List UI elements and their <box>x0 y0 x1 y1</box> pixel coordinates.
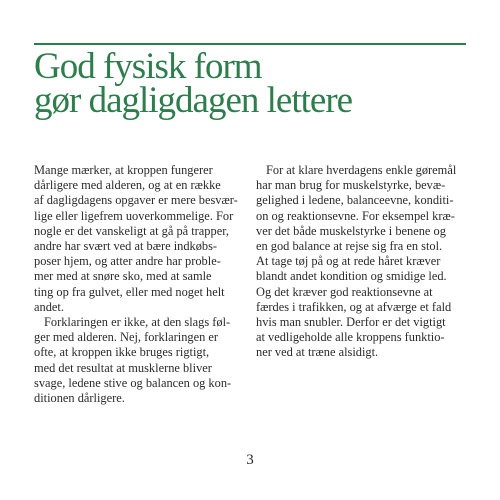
text-line: en god balance at rejse sig fra en stol. <box>256 239 443 254</box>
text-line: Mange mærker, at kroppen fungerer <box>34 163 213 177</box>
text-line: ofte, at kroppen ikke bruges rigtigt, <box>34 345 210 360</box>
text-line: færdes i trafikken, og at afværge et fald <box>256 299 452 314</box>
text-line: ner ved at træne alsidigt. <box>256 345 379 360</box>
text-line: Og det kræver god reaktionsevne at <box>256 284 433 299</box>
text-line: lige eller ligefrem uoverkommelige. For <box>34 208 234 223</box>
text-line: blandt andet kondition og smidige led. <box>256 269 447 284</box>
text-line: ting op fra gulvet, eller med noget helt <box>34 284 225 299</box>
text-line: andre har svært ved at bære indkøbs- <box>34 239 218 254</box>
top-rule <box>34 43 466 45</box>
text-line: af dagligdagens opgaver er mere besvær- <box>34 193 238 208</box>
title-line-1: God fysisk form <box>34 46 262 87</box>
right-column <box>256 163 471 361</box>
page-title <box>34 46 353 121</box>
text-line: nogle er det vanskeligt at gå på trapper, <box>34 223 229 238</box>
text-line: ger med alderen. Nej, forklaringen er <box>34 330 219 345</box>
text-line: svage, ledene stive og balancen og kon- <box>34 375 232 390</box>
text-line: mer med at snøre sko, med at samle <box>34 269 212 284</box>
left-column <box>34 163 244 406</box>
text-line: dårligere med alderen, og at en række <box>34 178 221 193</box>
text-line: Forklaringen er ikke, at den slags føl- <box>44 315 231 330</box>
text-line: ditionen dårligere. <box>34 391 125 406</box>
text-line: poser hjem, og atter andre har proble- <box>34 254 221 269</box>
text-line: gelighed i ledene, balanceevne, konditi- <box>256 193 454 208</box>
text-line: har man brug for muskelstyrke, bevæ- <box>256 178 446 193</box>
page-number: 3 <box>246 452 254 468</box>
text-line: hvis man snubler. Derfor er det vigtigt <box>256 315 446 330</box>
text-line: at vedligeholde alle kroppens funktio- <box>256 330 445 345</box>
text-line: med det resultat at musklerne bliver <box>34 360 212 375</box>
text-line: ver det både muskelstyrke i benene og <box>256 223 446 238</box>
title-line-2: gør dagligdagen lettere <box>34 80 353 121</box>
text-line: For at klare hverdagens enkle gøremål <box>266 163 457 177</box>
text-line: At tage tøj på og at rede håret kræver <box>256 254 441 269</box>
text-line: on og reaktionsevne. For eksempel kræ- <box>256 208 455 223</box>
text-line: andet. <box>34 299 64 314</box>
